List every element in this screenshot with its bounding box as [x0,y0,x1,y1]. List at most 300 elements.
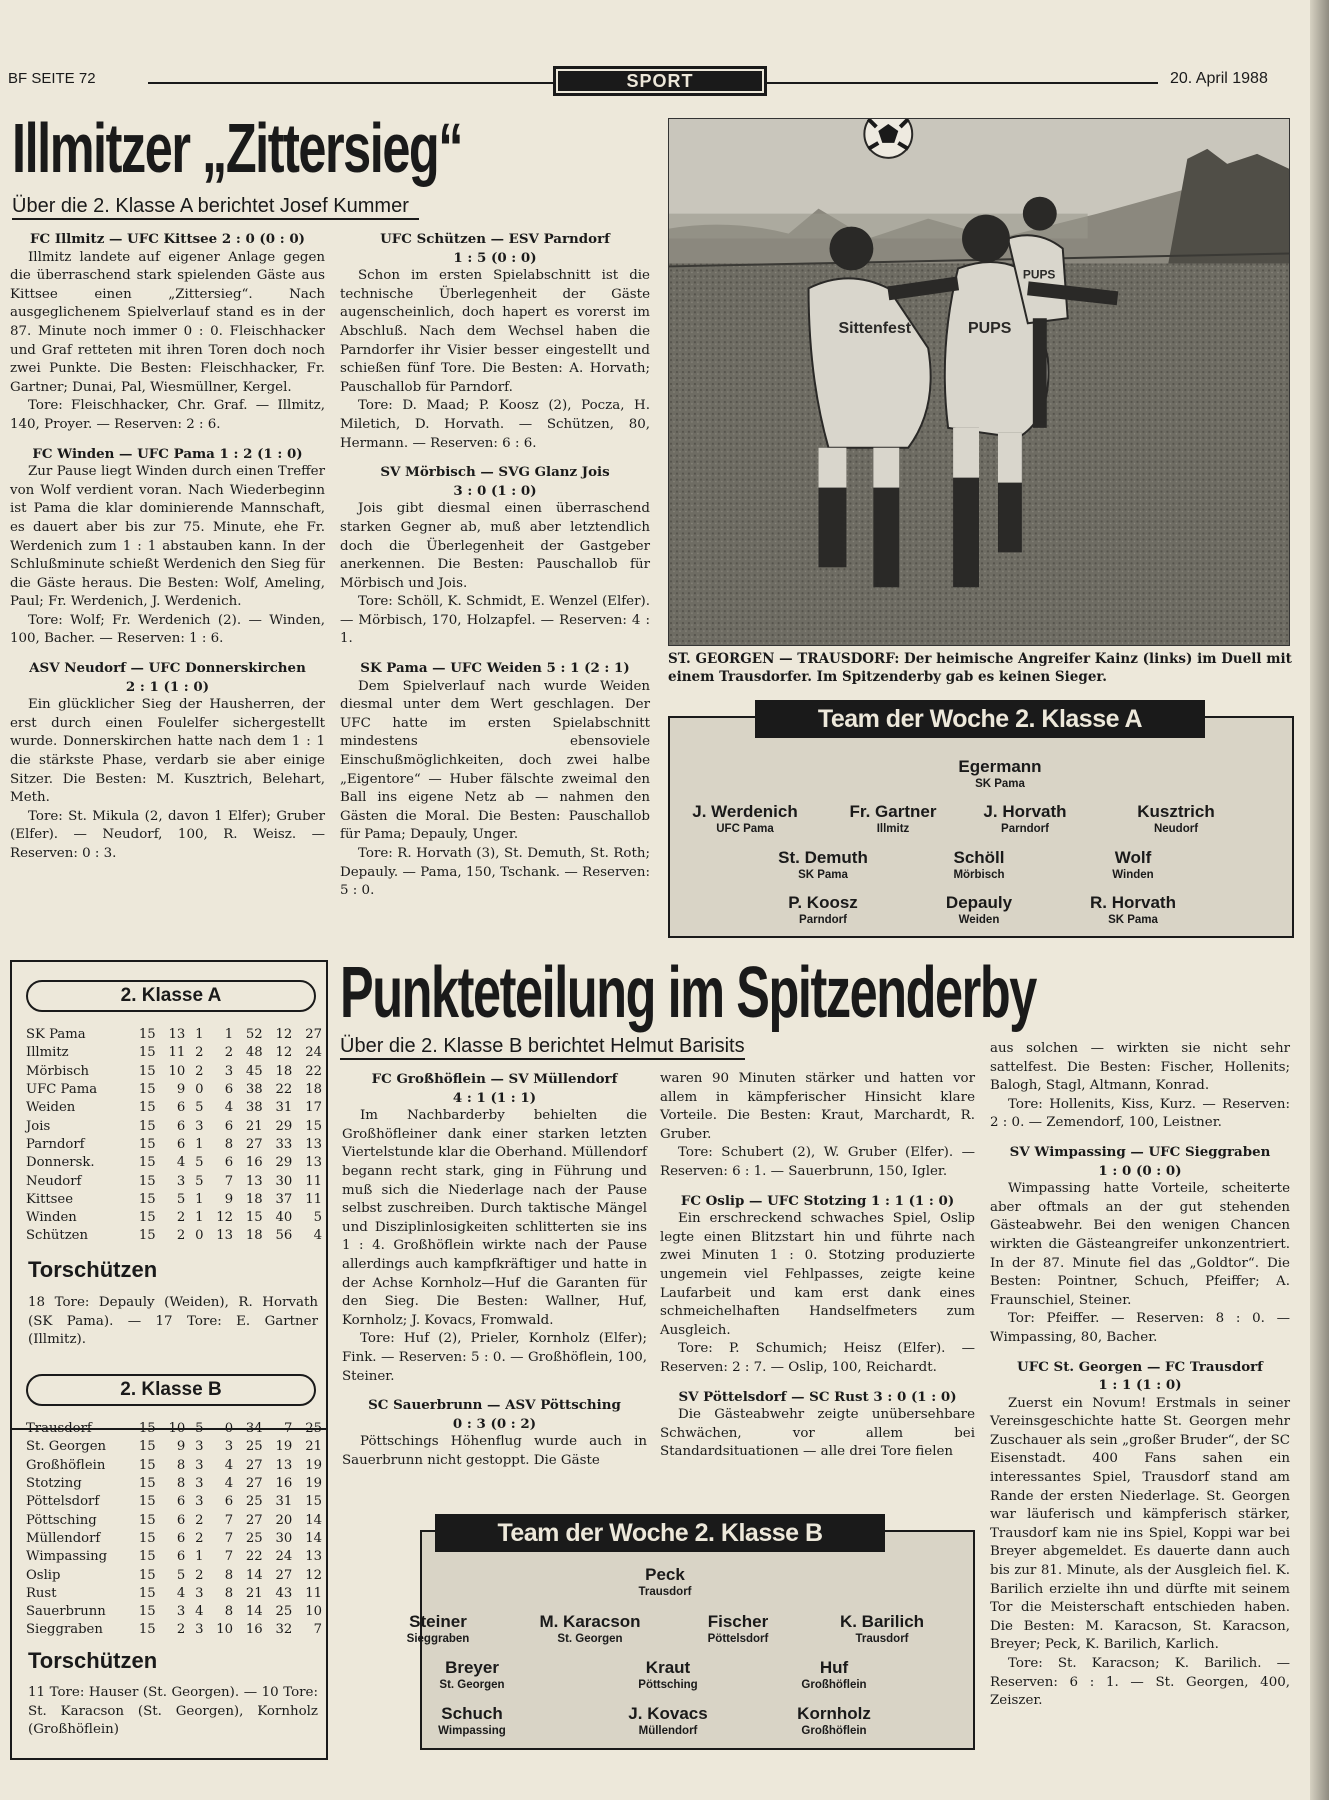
stat-cell: 25 [245,1439,263,1455]
stat-cell: 8 [224,1567,234,1583]
stat-cell: 18 [245,1191,263,1207]
stat-cell: 25 [305,1421,322,1437]
player-name: R. Horvath [1090,893,1176,912]
stat-cell: 15 [138,1494,156,1510]
byline-1: Über die 2. Klasse A berichtet Josef Kummer [12,195,419,220]
team-player [1091,802,1261,836]
team-player [353,1612,523,1646]
stat-cell: 18 [275,1063,293,1079]
stat-cell: 27 [245,1476,263,1492]
player-name: Kornholz [797,1704,871,1723]
team-player [749,1658,919,1692]
stat-cell: 52 [245,1027,263,1043]
stat-cell: 6 [176,1136,186,1152]
player-name: J. Werdenich [692,802,798,821]
stat-cell: 9 [224,1191,234,1207]
player-name: Depauly [945,893,1013,912]
stat-cell: 38 [245,1082,263,1098]
photo-caption: ST. GEORGEN — TRAUSDORF: Der heimische Angreifer Kainz (links) im Duell mit einem Trausdorfer. Im Spitzenderby gab es keinen Sieger. [668,651,1292,685]
stat-cell: 30 [275,1530,293,1546]
paragraph: Im Nachbarderby behielten die Großhöfleiner dank einer starken letzten Viertelstunde klar die Oberhand. Müllendorf begann recht stark, ging in Führung und muß sich die Niederlage nach der Pause selbst zuschreiben. Durch taktische Mängel und Disziplinlosigkeiten schlitterten sie ins 1 : 4. Großhöflein wirkte nach der Pause allerdings auch kampfkräftiger und hatte in der Achse Kornholz—Huf die Garanten für den Sieg. Die Besten: Wallner, Huf, Kornholz; J. Kovacs, Fromwald. [342,1108,647,1328]
stat-cell: 7 [224,1512,234,1528]
stat-cell: 2 [195,1063,204,1079]
player-name: P. Koosz [788,893,858,912]
stat-cell: 24 [275,1549,293,1565]
stat-cell: 3 [195,1457,204,1473]
stat-cell: 17 [305,1100,322,1116]
player-name: J. Kovacs [628,1704,708,1723]
table-row [26,1438,322,1456]
stat-cell: 15 [138,1118,156,1134]
player-club: Sieggraben [406,1633,470,1645]
paragraph: Tore: Schöll, K. Schmidt, E. Wenzel (Elfer). — Mörbisch, 170, Holzapfel. — Reserven: 4 : 1. [340,594,650,647]
stat-cell: 4 [176,1155,186,1171]
scorers-a-text: 18 Tore: Depauly (Weiden), R. Horvath (SK Pama). — 17 Tore: E. Gartner (Illmitz). [28,1295,318,1348]
player-club: Parndorf [799,914,847,926]
match-title: SV Mörbisch — SVG Glanz Jois [380,464,610,481]
match-title: FC Großhöflein — SV Müllendorf [371,1071,618,1087]
match-title: FC Winden — UFC Pama 1 : 2 (1 : 0) [32,445,303,462]
stat-cell: 7 [224,1173,234,1189]
match-photo [668,118,1290,646]
paragraph: Tore: Schubert (2), W. Gruber (Elfer). — Reserven: 6 : 1. — Sauerbrunn, 150, Igler. [660,1145,975,1179]
stat-cell: 13 [168,1027,186,1043]
scorers-b-heading: Torschützen [28,1648,158,1673]
table-row [26,1585,322,1603]
stat-cell: 13 [305,1155,322,1171]
stat-cell: 2 [195,1567,204,1583]
stat-cell: 15 [138,1549,156,1565]
stat-cell: 34 [245,1421,263,1437]
team-name-cell: Kittsee [26,1191,74,1207]
stat-cell: 33 [275,1136,293,1152]
player-club: Illmitz [876,823,910,835]
team-name-cell: Parndorf [26,1136,85,1152]
paragraph: Wimpassing hatte Vorteile, scheiterte aber oftmals an der gut stehenden Gästeabwehr. Bei den wenigen Chancen wirkten die Gästeangreifer unkonzentriert. In der 87. Minute fiel das „Goldtor“. Die Besten: Pointner, Schuch, Pfeiffer; A. Fraunschiel, Steiner. [990,1181,1290,1308]
stat-cell: 13 [216,1228,234,1244]
player-club: Neudorf [1153,823,1199,835]
player-name: Steiner [409,1612,467,1631]
stat-cell: 27 [275,1567,293,1583]
player-club: St. Georgen [557,1633,623,1645]
table-row [26,1511,322,1529]
stat-cell: 30 [275,1173,293,1189]
stat-cell: 21 [305,1439,322,1455]
stat-cell: 14 [245,1604,263,1620]
stat-cell: 24 [305,1045,322,1061]
paragraph: Schon im ersten Spielabschnitt ist die technische Überlegenheit der Gäste augenscheinlich, doch hapert es vorerst im Abschluß. Nach dem Wechsel haben die Parndorfer ihr Visier besser eingestellt und schießen fünf Tore. Die Besten: A. Horvath; Pauschallob für Parndorf. [340,268,650,395]
match-title: FC Illmitz — UFC Kittsee 2 : 0 (0 : 0) [30,231,305,247]
stat-cell: 29 [275,1155,293,1171]
table-row [26,1493,322,1511]
stat-cell: 6 [224,1118,234,1134]
table-row [26,1044,322,1062]
player-name: J. Horvath [983,802,1067,821]
stat-cell: 1 [224,1027,234,1043]
stat-cell: 15 [138,1585,156,1601]
paragraph: Jois gibt diesmal einen überraschend starken Gegner ab, muß aber letztendlich doch die Überlegenheit der Gastgeber anerkennen. Die Besten: Pauschallob für Mörbisch und Jois. [340,501,650,591]
stat-cell: 1 [195,1210,204,1226]
standings-b-box [10,1360,328,1760]
paragraph: Zur Pause liegt Winden durch einen Treffer von Wolf verdient voran. Nach Wiederbeginn ist Pama die klar dominierende Mannschaft, es dauert aber bis zur 75. Minute, ehe Fr. Werdenich zum 1 : 1 abstauben kann. In der Schlußminute schießt Werdenich den Sieg für die Gäste heraus. Die Besten: Wolf, Ameling, Paul; Fr. Werdenich, J. Werdenich. [10,464,325,610]
team-player [1048,893,1218,927]
stat-cell: 9 [176,1082,186,1098]
player-name: Wolf [1114,848,1152,867]
byline-2: Über die 2. Klasse B berichtet Helmut Barisits [340,1035,745,1060]
player-name: Peck [645,1565,685,1584]
stat-cell: 12 [275,1045,293,1061]
player-name: Breyer [445,1658,499,1677]
paragraph: Ein glücklicher Sieg der Hausherren, der erst durch einen Foulelfer sichergestellt wurde. Donnerskirchen hatte nach dem 1 : 1 die stärkste Phase, verdarb sie aber einige Sitzer. Die Besten: M. Kusztrich, Belehart, Meth. [10,697,325,806]
table-row [26,1603,322,1621]
stat-cell: 16 [245,1622,263,1638]
stat-cell: 22 [305,1063,322,1079]
stat-cell: 31 [275,1494,293,1510]
article1-column-1 [10,230,325,864]
match-title: SK Pama — UFC Weiden 5 : 1 (2 : 1) [360,660,630,677]
section-text: SPORT [626,71,694,91]
stat-cell: 8 [224,1136,234,1152]
team-name-cell: Rust [26,1585,57,1601]
stat-cell: 5 [195,1421,204,1437]
player-name: Fr. Gartner [849,802,937,821]
stat-cell: 13 [275,1457,293,1473]
stat-cell: 15 [138,1045,156,1061]
player-club: Winden [1112,869,1154,881]
stat-cell: 15 [305,1118,322,1134]
team-of-week-b-title: Team der Woche 2. Klasse B [435,1514,885,1552]
stat-cell: 13 [245,1173,263,1189]
stat-cell: 4 [313,1228,322,1244]
paragraph: Dem Spielverlauf nach wurde Weiden diesmal unter dem Wert geschlagen. Der UFC hatte im ersten Spielabschnitt mindestens ebensoviele Einschußmöglichkeiten, doch zwei halbe „Eigentore“ — Huber fälschte zweimal den Ball ins eigene Netz ab — nahmen den Gästen die Moral. Die Besten: Pauschallob für Pama; Depauly, Unger. [340,678,650,843]
team-player [1048,848,1218,882]
article2-column-1 [342,1070,647,1470]
player-club: St. Georgen [439,1679,505,1691]
stat-cell: 7 [224,1549,234,1565]
paragraph: waren 90 Minuten stärker und hatten vor allem in kämpferischer Hinsicht klare Vorteile. Die Besten: Kraut, Marchardt, R. Gruber. [660,1071,975,1142]
paragraph: Tore: D. Maad; P. Koosz (2), Pocza, H. Miletich, D. Horvath. — Schützen, 80, Hermann. — Reserven: 6 : 6. [340,398,650,451]
player-name: Schuch [441,1704,503,1723]
player-club: Großhöflein [801,1679,867,1691]
stat-cell: 15 [138,1136,156,1152]
stat-cell: 4 [224,1476,234,1492]
player-name: Egermann [958,757,1042,776]
stat-cell: 56 [275,1228,293,1244]
team-name-cell: UFC Pama [26,1082,98,1098]
stat-cell: 15 [138,1421,156,1437]
stat-cell: 6 [176,1530,186,1546]
stat-cell: 0 [224,1421,234,1437]
stat-cell: 25 [275,1604,293,1620]
article1-column-2 [340,230,650,901]
player-name: M. Karacson [539,1612,641,1631]
team-name-cell: Stotzing [26,1476,82,1492]
player-name: Huf [819,1658,849,1677]
scorers-a-heading: Torschützen [28,1257,158,1282]
stat-cell: 0 [195,1228,204,1244]
stat-cell: 25 [245,1494,263,1510]
stat-cell: 15 [305,1494,322,1510]
stat-cell: 31 [275,1100,293,1116]
table-row [26,1063,322,1081]
team-name-cell: St. Georgen [26,1439,107,1455]
stat-cell: 15 [138,1512,156,1528]
stat-cell: 11 [305,1585,322,1601]
stat-cell: 8 [224,1585,234,1601]
headline-1: Illmitzer „Zittersieg“ [12,109,463,187]
paragraph: Pöttschings Höhenflug wurde auch in Sauerbrunn nicht gestoppt. Die Gäste [342,1434,647,1468]
stat-cell: 11 [168,1045,186,1061]
stat-cell: 19 [275,1439,293,1455]
stat-cell: 15 [138,1567,156,1583]
stat-cell: 2 [195,1512,204,1528]
match-score: 2 : 1 (1 : 0) [125,678,210,695]
player-club: Mörbisch [953,869,1005,881]
stat-cell: 3 [195,1118,204,1134]
table-row [26,1117,322,1135]
table-row [26,1209,322,1227]
stat-cell: 3 [224,1439,234,1455]
team-name-cell: Sauerbrunn [26,1604,106,1620]
stat-cell: 40 [275,1210,293,1226]
stat-cell: 19 [305,1476,322,1492]
team-name-cell: Trausdorf [26,1421,92,1437]
stat-cell: 21 [245,1585,263,1601]
paragraph: Die Gästeabwehr zeigte unübersehbare Schwächen, vor allem bei Standardsituationen — alle drei Tore fielen [660,1407,975,1460]
player-club: Trausdorf [638,1586,692,1598]
team-player [738,893,908,927]
page-edge [1310,0,1329,1800]
stat-cell: 6 [176,1494,186,1510]
stat-cell: 12 [275,1027,293,1043]
article2-column-2 [660,1070,975,1462]
page-number: BF SEITE 72 [8,70,96,87]
standings-b-table [26,1420,322,1640]
stat-cell: 2 [176,1228,186,1244]
stat-cell: 5 [195,1100,204,1116]
table-row [26,1420,322,1438]
player-club: Pöttelsdorf [707,1633,769,1645]
stat-cell: 0 [195,1082,204,1098]
stat-cell: 8 [224,1604,234,1620]
player-club: UFC Pama [716,823,774,835]
stat-cell: 13 [305,1136,322,1152]
team-name-cell: Mörbisch [26,1063,90,1079]
stat-cell: 2 [195,1530,204,1546]
stat-cell: 21 [245,1118,263,1134]
match-score: 3 : 0 (1 : 0) [453,482,537,499]
stat-cell: 3 [195,1476,204,1492]
team-player [738,848,908,882]
player-club: Großhöflein [801,1725,867,1737]
player-club: SK Pama [1108,914,1158,926]
team-player [660,802,830,836]
paragraph: Tore: P. Schumich; Heisz (Elfer). — Reserven: 2 : 7. — Oslip, 100, Reichardt. [660,1341,975,1375]
table-row [26,1136,322,1154]
stat-cell: 15 [138,1622,156,1638]
stat-cell: 2 [195,1045,204,1061]
paragraph: Tore: Huf (2), Prieler, Kornholz (Elfer); Fink. — Reserven: 5 : 0. — Großhöflein, 100, Steiner. [342,1331,647,1384]
stat-cell: 5 [313,1210,322,1226]
issue-date: 20. April 1988 [1164,70,1268,88]
stat-cell: 10 [216,1622,234,1638]
stat-cell: 3 [195,1439,204,1455]
stat-cell: 15 [138,1155,156,1171]
stat-cell: 48 [245,1045,263,1061]
stat-cell: 6 [176,1118,186,1134]
paragraph: Tore: St. Karacson; K. Barilich. — Reserven: 6 : 1. — St. Georgen, 400, Zeiszer. [990,1656,1290,1709]
stat-cell: 6 [176,1100,186,1116]
table-row [26,1191,322,1209]
shirt-print-3: PUPS [1022,267,1056,282]
stat-cell: 18 [245,1228,263,1244]
player-name: St. Demuth [778,848,868,867]
paragraph: Tore: Fleischhacker, Chr. Graf. — Illmitz, 140, Proyer. — Reserven: 2 : 6. [10,398,325,432]
match-title: SV Pöttelsdorf — SC Rust 3 : 0 (1 : 0) [678,1388,957,1405]
stat-cell: 4 [224,1457,234,1473]
stat-cell: 15 [138,1530,156,1546]
stat-cell: 15 [138,1457,156,1473]
stat-cell: 27 [305,1027,322,1043]
team-name-cell: Pöttsching [26,1512,97,1528]
paragraph: Zuerst ein Novum! Erstmals in seiner Vereinsgeschichte hatte St. Georgen mehr Zuschauer als sein „großer Bruder“, der SC Eisenstadt. 400 Fans sahen ein interessantes Spiel, Trausdorf stand am Rande der ersten Niederlage. St. Georgen war läuferisch und kämpferisch stärker, Trausdorf kam nie ins Spiel, Koppi war bei Breyer abgemeldet. Es dauerte dann auch bis zur 81. Minute, als der Ausgleich fiel. K. Barilich erzielte ihn und dürfte mit seinem Tor die Meisterschaft entschieden haben. Die Besten: M. Karacson, St. Karacson, Breyer; Peck, K. Barilich, Karlich. [990,1395,1290,1653]
match-title: SV Wimpassing — UFC Sieggraben [1009,1143,1271,1160]
stat-cell: 45 [245,1063,263,1079]
team-name-cell: Neudorf [26,1173,82,1189]
table-row [26,1099,322,1117]
stat-cell: 38 [245,1100,263,1116]
stat-cell: 43 [275,1585,293,1601]
match-title: ASV Neudorf — UFC Donnerskirchen [29,660,306,677]
scorers-b-text: 11 Tore: Hauser (St. Georgen). — 10 Tore: St. Karacson (St. Georgen), Kornholz (Großhöflein) [28,1685,318,1738]
stat-cell: 18 [305,1082,322,1098]
stat-cell: 15 [138,1604,156,1620]
stat-cell: 4 [195,1604,204,1620]
stat-cell: 10 [305,1604,322,1620]
player-club: Müllendorf [638,1725,698,1737]
match-score: 4 : 1 (1 : 1) [452,1089,537,1106]
stat-cell: 11 [305,1191,322,1207]
stat-cell: 8 [176,1476,186,1492]
stat-cell: 27 [245,1457,263,1473]
stat-cell: 1 [195,1136,204,1152]
stat-cell: 6 [224,1494,234,1510]
player-name: Fischer [707,1612,769,1631]
stat-cell: 27 [245,1512,263,1528]
stat-cell: 2 [176,1210,186,1226]
match-score: 1 : 5 (0 : 0) [453,249,537,266]
stat-cell: 32 [275,1622,293,1638]
stat-cell: 3 [195,1494,204,1510]
player-name: Kraut [645,1658,691,1677]
stat-cell: 10 [168,1421,186,1437]
match-score: 1 : 1 (1 : 0) [1098,1377,1182,1394]
team-name-cell: Jois [26,1118,51,1134]
team-name-cell: Winden [26,1210,77,1226]
stat-cell: 14 [305,1512,322,1528]
team-name-cell: Illmitz [26,1045,69,1061]
stat-cell: 19 [305,1457,322,1473]
stat-cell: 15 [245,1210,263,1226]
player-name: K. Barilich [839,1612,925,1631]
stat-cell: 25 [245,1530,263,1546]
team-player [915,757,1085,791]
team-player [505,1612,675,1646]
paragraph: Tore: Wolf; Fr. Werdenich (2). — Winden, 100, Bacher. — Reserven: 1 : 6. [10,612,325,647]
paragraph: Tore: Hollenits, Kiss, Kurz. — Reserven: 2 : 0. — Zemendorf, 100, Leistner. [990,1096,1290,1131]
stat-cell: 15 [138,1439,156,1455]
team-player [583,1658,753,1692]
paragraph: Ein erschreckend schwaches Spiel, Oslip legte einen Blitzstart hin und führte nach zwei Minuten 1 : 0. Stotzing produzierte ungemein viel Fehlpasses, zeigte keine Laufarbeit und kam erst dank eines schmeichelhaften Handselfmeters zum Ausgleich. [660,1211,975,1338]
team-name-cell: Weiden [26,1100,76,1116]
team-player [387,1658,557,1692]
stat-cell: 5 [195,1173,204,1189]
stat-cell: 37 [275,1191,293,1207]
team-name-cell: Schützen [26,1228,88,1244]
stat-cell: 2 [224,1045,234,1061]
stat-cell: 7 [224,1530,234,1546]
stat-cell: 22 [275,1082,293,1098]
stat-cell: 6 [176,1549,186,1565]
table-row [26,1548,322,1566]
headline-2: Punkteteilung im Spitzenderby [340,953,1036,1033]
stat-cell: 2 [176,1622,186,1638]
team-player [797,1612,967,1646]
match-title: SC Sauerbrunn — ASV Pöttsching [368,1397,621,1414]
table-row [26,1172,322,1190]
match-title: UFC Schützen — ESV Parndorf [380,231,610,247]
match-title: UFC St. Georgen — FC Trausdorf [1017,1358,1263,1375]
stat-cell: 14 [245,1567,263,1583]
table-row [26,1530,322,1548]
team-name-cell: Müllendorf [26,1530,101,1546]
paragraph: Tore: R. Horvath (3), St. Demuth, St. Roth; Depauly. — Pama, 150, Tschank. — Reserven: 5 : 0. [340,846,650,899]
match-score: 0 : 3 (0 : 2) [452,1415,537,1432]
standings-b-title: 2. Klasse B [26,1374,316,1406]
stat-cell: 10 [168,1063,186,1079]
team-of-week-a-title: Team der Woche 2. Klasse A [755,700,1205,738]
player-club: Trausdorf [855,1633,909,1645]
stat-cell: 12 [216,1210,234,1226]
stat-cell: 1 [195,1027,204,1043]
team-player [580,1565,750,1599]
player-name: Schöll [953,848,1005,867]
stat-cell: 22 [245,1549,263,1565]
player-club: Wimpassing [438,1725,506,1737]
stat-cell: 5 [176,1191,186,1207]
team-player [387,1704,557,1738]
stat-cell: 9 [176,1439,186,1455]
stat-cell: 3 [195,1585,204,1601]
stat-cell: 16 [245,1155,263,1171]
player-club: Parndorf [1001,823,1049,835]
player-name: Kusztrich [1137,802,1215,821]
stat-cell: 27 [245,1136,263,1152]
standings-a-title: 2. Klasse A [26,980,316,1012]
stat-cell: 1 [195,1191,204,1207]
shirt-print-1: Sittenfest [838,320,912,338]
stat-cell: 15 [138,1191,156,1207]
section-label [553,66,767,96]
player-club: Pöttsching [638,1679,698,1691]
team-name-cell: Pöttelsdorf [26,1494,100,1510]
table-row [26,1475,322,1493]
paragraph: aus solchen — wirkten sie nicht sehr sattelfest. Die Besten: Fischer, Hollenits; Balogh, Stagl, Altmann, Konrad. [990,1041,1290,1094]
stat-cell: 6 [224,1155,234,1171]
stat-cell: 14 [305,1530,322,1546]
table-row [26,1154,322,1172]
stat-cell: 8 [176,1457,186,1473]
